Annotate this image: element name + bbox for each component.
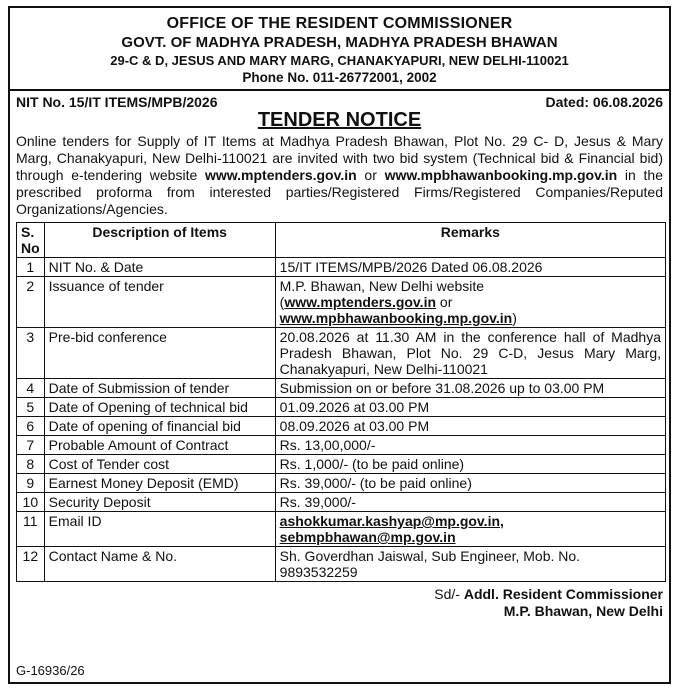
- row-description: Pre-bid conference: [44, 328, 275, 379]
- row-description: NIT No. & Date: [44, 258, 275, 277]
- table-row: [17, 474, 666, 493]
- header-phone: Phone No. 011-26772001, 2002: [242, 70, 437, 85]
- row-remark: M.P. Bhawan, New Delhi website (www.mptenders.gov.in or www.mpbhawanbooking.mp.gov.in): [275, 277, 665, 328]
- row-remark: 01.09.2026 at 03.00 PM: [275, 398, 665, 417]
- advertisement-code: G-16936/26: [16, 663, 85, 678]
- row-number: 4: [17, 379, 45, 398]
- intro-text-1: Online tenders for Supply of IT Items at Madhya Pradesh Bhawan, Plot No. 29 C- D, Jesus & Mary Marg, Chanakyapuri, New Delhi-110021 are invited with two bid system (Technical bid & Financial bid) through e-tendering website: [16, 133, 663, 183]
- header-line-1: OFFICE OF THE RESIDENT COMMISSIONER: [166, 15, 513, 32]
- signature-office: M.P. Bhawan, New Delhi: [503, 603, 663, 619]
- signature-prefix: Sd/-: [434, 586, 464, 602]
- row-description: Cost of Tender cost: [44, 455, 275, 474]
- row-number: 2: [17, 277, 45, 328]
- row-remark: Rs. 39,000/-: [275, 493, 665, 512]
- column-header-remarks: Remarks: [275, 223, 665, 258]
- signature-block: [10, 582, 669, 620]
- remark-text: M.P. Bhawan, New Delhi website: [279, 278, 485, 294]
- link-mpbhawanbooking[interactable]: www.mpbhawanbooking.mp.gov.in: [279, 310, 513, 326]
- column-header-description: Description of Items: [44, 223, 275, 258]
- table-row: [17, 436, 666, 455]
- row-number: 7: [17, 436, 45, 455]
- row-description: Contact Name & No.: [44, 547, 275, 582]
- row-remark: 15/IT ITEMS/MPB/2026 Dated 06.08.2026: [275, 258, 665, 277]
- row-number: 5: [17, 398, 45, 417]
- tender-notice: [8, 6, 671, 684]
- remark-or: or: [436, 294, 453, 310]
- row-number: 3: [17, 328, 45, 379]
- row-description: Date of Submission of tender: [44, 379, 275, 398]
- row-description: Probable Amount of Contract: [44, 436, 275, 455]
- page-title: TENDER NOTICE: [257, 109, 422, 131]
- intro-text-2: or: [356, 167, 385, 183]
- row-remark: Sh. Goverdhan Jaiswal, Sub Engineer, Mob. No. 9893532259: [275, 547, 665, 582]
- table-row: [17, 417, 666, 436]
- nit-date: Dated: 06.08.2026: [545, 94, 663, 110]
- signature-title: Addl. Resident Commissioner: [463, 586, 663, 602]
- table-row: [17, 455, 666, 474]
- row-number: 8: [17, 455, 45, 474]
- row-remark: Rs. 13,00,000/-: [275, 436, 665, 455]
- table-row: [17, 493, 666, 512]
- table-row: [17, 547, 666, 582]
- row-remark: Submission on or before 31.08.2026 up to 03.00 PM: [275, 379, 665, 398]
- row-description: Date of opening of financial bid: [44, 417, 275, 436]
- column-header-sno: S. No: [17, 223, 45, 258]
- nit-row: [10, 91, 669, 111]
- table-row: [17, 258, 666, 277]
- row-description: Date of Opening of technical bid: [44, 398, 275, 417]
- row-number: 9: [17, 474, 45, 493]
- link-mptenders[interactable]: www.mptenders.gov.in: [284, 294, 437, 310]
- table-row: [17, 398, 666, 417]
- row-remark: 20.08.2026 at 11.30 AM in the conference hall of Madhya Pradesh Bhawan, Plot No. 29 C-D, Jesus Mary Marg, Chanakyapuri, New Delhi-110021: [275, 328, 665, 379]
- nit-number: NIT No. 15/IT ITEMS/MPB/2026: [16, 94, 218, 110]
- website-link-mpbhawanbooking[interactable]: www.mpbhawanbooking.mp.gov.in: [384, 167, 618, 183]
- table-row: [17, 512, 666, 547]
- row-remark: 08.09.2026 at 03.00 PM: [275, 417, 665, 436]
- row-remark: [275, 512, 665, 547]
- header-line-2: GOVT. OF MADHYA PRADESH, MADHYA PRADESH BHAWAN: [121, 34, 558, 51]
- email-link-1[interactable]: ashokkumar.kashyap@mp.gov.in,: [279, 513, 504, 529]
- row-number: 11: [17, 512, 45, 547]
- office-header: [10, 8, 669, 86]
- row-description: Email ID: [44, 512, 275, 547]
- tender-details-table: [16, 222, 666, 582]
- row-number: 6: [17, 417, 45, 436]
- table-header-row: [17, 223, 666, 258]
- row-description: Security Deposit: [44, 493, 275, 512]
- row-number: 12: [17, 547, 45, 582]
- row-description: Issuance of tender: [44, 277, 275, 328]
- row-remark: Rs. 39,000/- (to be paid online): [275, 474, 665, 493]
- website-link-mptenders[interactable]: www.mptenders.gov.in: [205, 167, 357, 183]
- email-link-2[interactable]: sebmpbhawan@mp.gov.in: [279, 529, 456, 545]
- intro-paragraph: [10, 131, 669, 222]
- row-remark: Rs. 1,000/- (to be paid online): [275, 455, 665, 474]
- header-address: 29-C & D, JESUS AND MARY MARG, CHANAKYAPURI, NEW DELHI-110021: [110, 53, 569, 68]
- row-description: Earnest Money Deposit (EMD): [44, 474, 275, 493]
- table-row: [17, 277, 666, 328]
- row-number: 1: [17, 258, 45, 277]
- table-row: [17, 328, 666, 379]
- row-number: 10: [17, 493, 45, 512]
- table-row: [17, 379, 666, 398]
- intro-text-3: in the prescribed proforma from interested parties/Registered Firms/Registered Companies/Reputed Organizations/Agencies.: [16, 167, 664, 217]
